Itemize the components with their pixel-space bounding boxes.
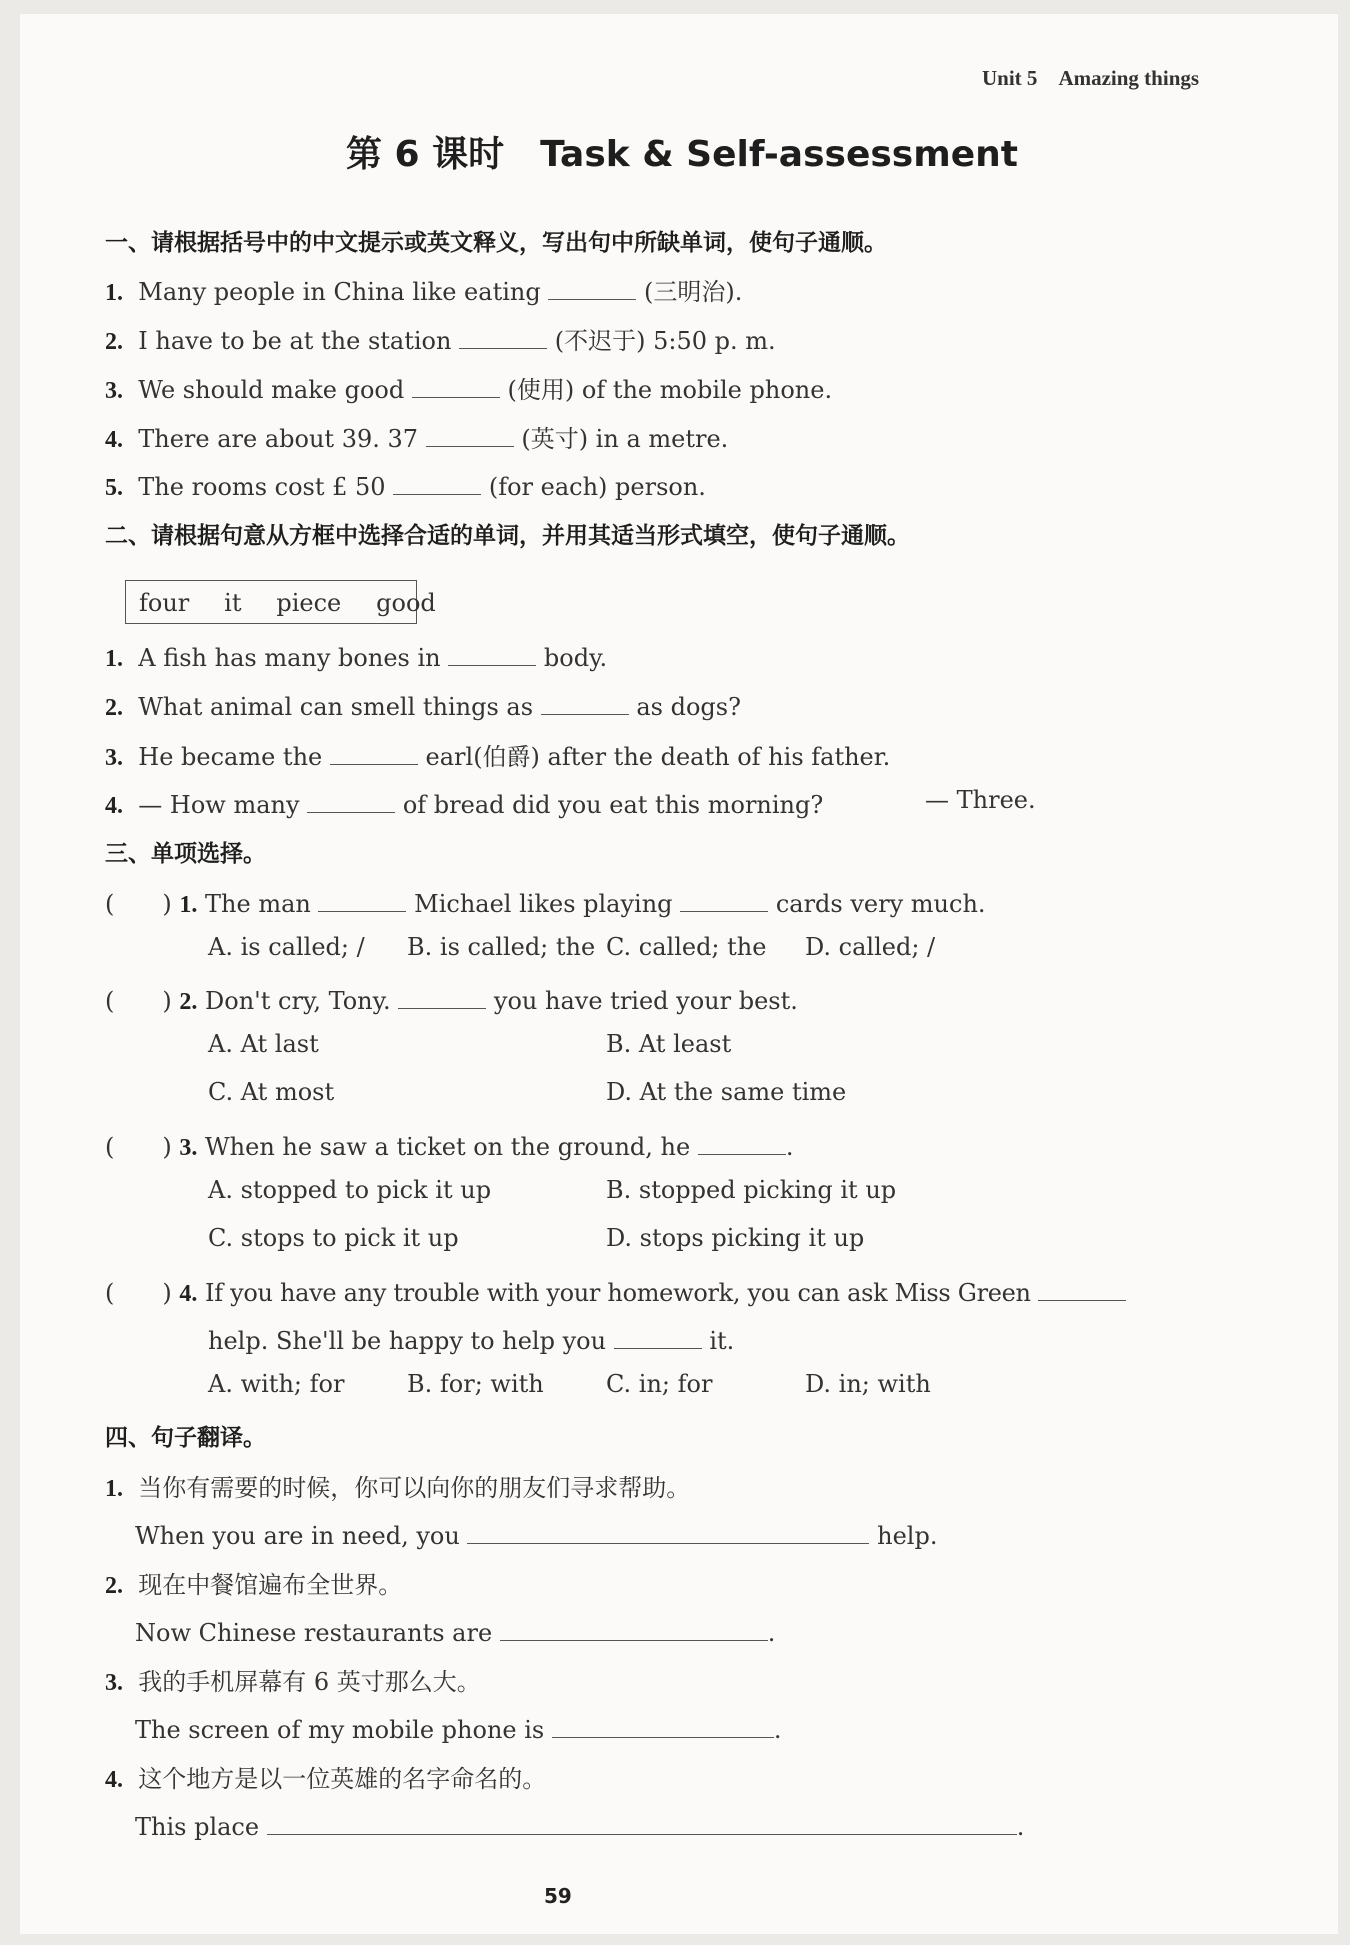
english-ending: . xyxy=(767,1619,776,1647)
english-prompt: When you are in need, you xyxy=(135,1522,460,1550)
option-b: B. is called; the xyxy=(407,933,596,961)
question-number: 2. xyxy=(105,329,123,355)
question-text: — How many xyxy=(138,791,300,819)
question-number: 4. xyxy=(105,793,123,819)
answer-blank[interactable] xyxy=(459,322,547,349)
answer-blank[interactable] xyxy=(426,420,514,447)
s3-question-4 xyxy=(105,1273,1126,1308)
option-d: D. At the same time xyxy=(606,1078,847,1106)
question-text: cards very much. xyxy=(775,890,986,918)
question-number: 4. xyxy=(105,1767,123,1793)
question-number: 2. xyxy=(105,1573,123,1599)
question-text: If you have any trouble with your homework, you can ask Miss Green xyxy=(205,1279,1031,1307)
question-text: Many people in China like eating xyxy=(138,278,541,306)
s4-question-2-cn xyxy=(105,1565,402,1600)
answer-blank[interactable] xyxy=(448,639,536,666)
option-c: C. At most xyxy=(208,1078,335,1106)
s1-question-1 xyxy=(105,272,742,307)
question-text: When he saw a ticket on the ground, he xyxy=(205,1133,691,1161)
question-text: Michael likes playing xyxy=(414,890,673,918)
question-number: 5. xyxy=(105,475,123,501)
translation-blank[interactable] xyxy=(552,1711,774,1738)
answer-blank[interactable] xyxy=(548,273,636,300)
question-number: 4. xyxy=(179,1281,198,1307)
s1-question-4 xyxy=(105,419,728,454)
option-d: D. stops picking it up xyxy=(606,1224,865,1252)
english-prompt: This place xyxy=(135,1813,260,1841)
question-text: I have to be at the station xyxy=(138,327,452,355)
question-number: 1. xyxy=(105,646,123,672)
question-number: 3. xyxy=(105,378,123,404)
question-text: The man xyxy=(205,890,311,918)
s3-question-2 xyxy=(105,981,798,1016)
translation-blank[interactable] xyxy=(467,1517,869,1544)
question-number: 1. xyxy=(179,892,198,918)
page-title: 第 6 课时 Task & Self-assessment xyxy=(346,134,1018,175)
answer-blank[interactable] xyxy=(541,688,629,715)
english-prompt: The screen of my mobile phone is xyxy=(135,1716,545,1744)
section4-heading: 四、句子翻译。 xyxy=(105,1425,266,1451)
question-number: 2. xyxy=(105,695,123,721)
page-number: 59 xyxy=(544,1884,572,1908)
s2-question-1 xyxy=(105,639,607,673)
option-d: D. in; with xyxy=(805,1370,931,1398)
running-header xyxy=(982,66,1199,91)
answer-paren[interactable]: ( ) xyxy=(105,1279,172,1307)
english-ending: . xyxy=(773,1716,782,1744)
word-bank-box xyxy=(125,580,436,624)
question-number: 3. xyxy=(179,1135,198,1161)
question-hint: (英寸) in a metre. xyxy=(521,425,729,453)
question-text: A fish has many bones in xyxy=(138,644,441,672)
question-hint: (使用) of the mobile phone. xyxy=(507,376,833,404)
section3-heading: 三、单项选择。 xyxy=(105,841,266,867)
section2-heading: 二、请根据句意从方框中选择合适的单词，并用其适当形式填空，使句子通顺。 xyxy=(105,523,910,549)
answer-blank xyxy=(318,885,406,912)
s4-question-1-cn xyxy=(105,1468,690,1503)
question-text: There are about 39. 37 xyxy=(138,425,419,453)
s4-question-3-cn xyxy=(105,1662,481,1697)
question-text-after: of bread did you eat this morning? xyxy=(402,791,824,819)
translation-blank[interactable] xyxy=(500,1614,768,1641)
option-a: A. stopped to pick it up xyxy=(208,1176,492,1204)
option-c: C. in; for xyxy=(606,1370,713,1398)
s1-question-3 xyxy=(105,370,832,405)
s2-question-2 xyxy=(105,688,741,722)
option-b: B. stopped picking it up xyxy=(606,1176,897,1204)
question-hint: (不迟于) 5:50 p. m. xyxy=(554,327,776,355)
question-number: 3. xyxy=(105,1670,123,1696)
chinese-sentence: 我的手机屏幕有 6 英寸那么大。 xyxy=(138,1668,481,1696)
answer-blank xyxy=(698,1128,786,1155)
question-number: 1. xyxy=(105,280,123,306)
option-c: C. called; the xyxy=(606,933,767,961)
chinese-sentence: 这个地方是以一位英雄的名字命名的。 xyxy=(138,1765,547,1793)
question-text: He became the xyxy=(138,743,323,771)
s4-question-1-en xyxy=(135,1517,937,1550)
s1-question-5 xyxy=(105,468,706,502)
s4-question-4-en xyxy=(135,1808,1024,1841)
answer-blank xyxy=(614,1322,702,1349)
option-a: A. At last xyxy=(208,1030,319,1058)
s3-question-1 xyxy=(105,884,986,919)
question-number: 4. xyxy=(105,427,123,453)
question-number: 2. xyxy=(179,989,198,1015)
option-a: A. is called; / xyxy=(208,933,365,961)
answer-blank[interactable] xyxy=(393,468,481,495)
answer-blank[interactable] xyxy=(412,371,500,398)
question-text: Don't cry, Tony. xyxy=(205,987,391,1015)
option-d: D. called; / xyxy=(805,933,936,961)
s4-question-3-en xyxy=(135,1711,782,1744)
question-text: We should make good xyxy=(138,376,405,404)
option-b: B. At least xyxy=(606,1030,732,1058)
s3-question-4-line2 xyxy=(208,1322,734,1355)
question-hint: (for each) person. xyxy=(488,473,706,501)
question-text-after: earl(伯爵) after the death of his father. xyxy=(425,743,891,771)
english-prompt: Now Chinese restaurants are xyxy=(135,1619,493,1647)
s4-question-2-en xyxy=(135,1614,775,1647)
english-ending: . xyxy=(1016,1813,1025,1841)
option-c: C. stops to pick it up xyxy=(208,1224,459,1252)
unit-label: Unit 5 xyxy=(982,66,1038,90)
s2-question-4-answer: — Three. xyxy=(925,786,1036,814)
s2-question-4 xyxy=(105,786,823,820)
answer-paren[interactable]: ( ) xyxy=(105,987,172,1015)
answer-blank xyxy=(1038,1274,1126,1301)
translation-blank[interactable] xyxy=(267,1808,1017,1835)
question-text: The rooms cost £ 50 xyxy=(138,473,386,501)
question-text: help. She'll be happy to help you xyxy=(208,1327,607,1355)
worksheet-page xyxy=(20,14,1338,1934)
answer-paren[interactable]: ( ) xyxy=(105,890,172,918)
question-text: What animal can smell things as xyxy=(138,693,534,721)
question-number: 1. xyxy=(105,1476,123,1502)
section1-heading: 一、请根据括号中的中文提示或英文释义，写出句中所缺单词，使句子通顺。 xyxy=(105,230,887,256)
s1-question-2 xyxy=(105,321,776,356)
word-bank: four it piece good xyxy=(139,589,436,617)
answer-paren[interactable]: ( ) xyxy=(105,1133,172,1161)
s4-question-4-cn xyxy=(105,1759,546,1794)
option-b: B. for; with xyxy=(407,1370,544,1398)
answer-blank xyxy=(680,885,768,912)
chinese-sentence: 现在中餐馆遍布全世界。 xyxy=(138,1571,403,1599)
english-ending: help. xyxy=(877,1522,938,1550)
answer-blank[interactable] xyxy=(330,738,418,765)
s2-question-3 xyxy=(105,737,890,772)
unit-topic: Amazing things xyxy=(1058,66,1200,90)
question-text-after: body. xyxy=(543,644,608,672)
chinese-sentence: 当你有需要的时候，你可以向你的朋友们寻求帮助。 xyxy=(138,1474,691,1502)
question-number: 3. xyxy=(105,745,123,771)
question-text: it. xyxy=(709,1327,735,1355)
answer-blank xyxy=(398,982,486,1009)
question-hint: (三明治). xyxy=(644,278,743,306)
question-text: you have tried your best. xyxy=(493,987,798,1015)
s3-question-3 xyxy=(105,1127,793,1162)
answer-blank[interactable] xyxy=(307,786,395,813)
option-a: A. with; for xyxy=(208,1370,345,1398)
question-text: . xyxy=(785,1133,794,1161)
question-text-after: as dogs? xyxy=(636,693,741,721)
